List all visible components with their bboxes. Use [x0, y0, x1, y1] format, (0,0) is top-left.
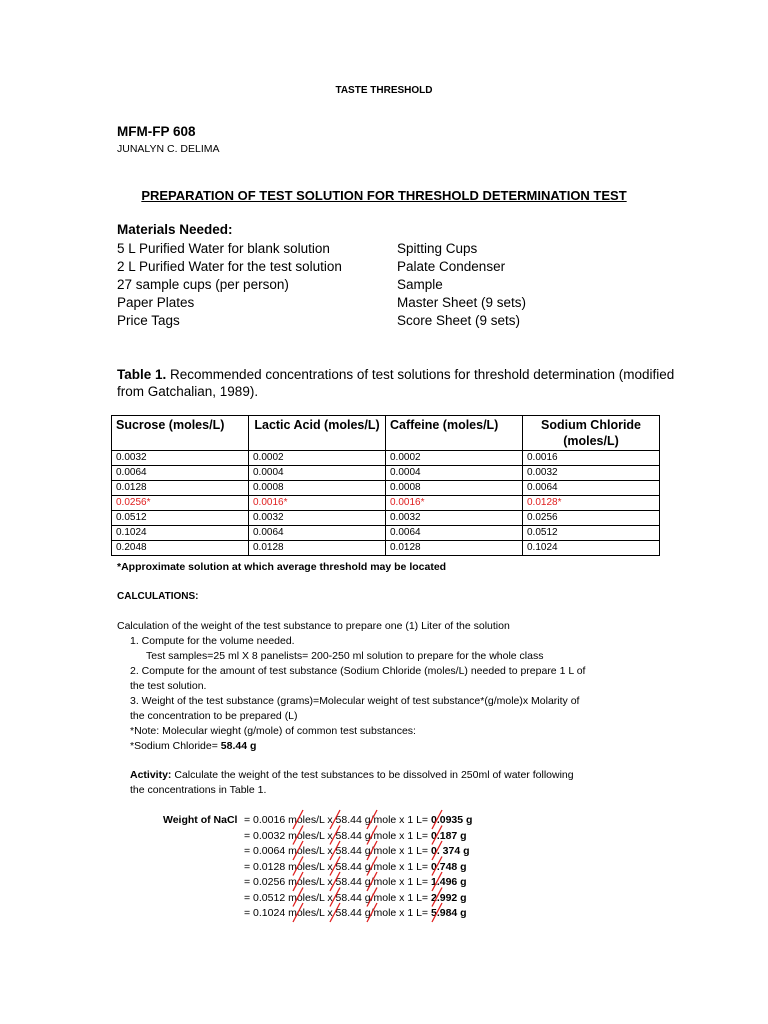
- table-cell: 0.0128: [112, 481, 249, 496]
- table-cell: 0.0128*: [523, 496, 660, 511]
- moles-strike-mark: [293, 903, 303, 922]
- table-cell: 0.0256*: [112, 496, 249, 511]
- activity-line-cont: the concentrations in Table 1.: [130, 784, 267, 796]
- nacl-label: *Sodium Chloride=: [130, 740, 221, 752]
- liter-strike-mark: [432, 872, 442, 891]
- table-cell: 0.0032: [112, 451, 249, 466]
- liter-strike-mark: [432, 903, 442, 922]
- material-item: 27 sample cups (per person): [117, 277, 289, 292]
- mole-strike-mark: [367, 872, 377, 891]
- table-cell: 0.0032: [386, 511, 523, 526]
- liter-strike-mark: [432, 841, 442, 860]
- step-3: 3. Weight of the test substance (grams)=Molecular weight of test substance*(g/mole)x Molarity of: [130, 695, 580, 707]
- moles-strike-mark: [293, 872, 303, 891]
- table-cell: 0.0008: [386, 481, 523, 496]
- liter-strike-mark: [330, 888, 340, 907]
- liter-strike-mark: [432, 810, 442, 829]
- step-3-cont: the concentration to be prepared (L): [130, 710, 298, 722]
- step-2-cont: the test solution.: [130, 680, 207, 692]
- table-cell: 0.0016*: [249, 496, 386, 511]
- liter-strike-mark: [330, 857, 340, 876]
- course-code: MFM-FP 608: [117, 124, 196, 139]
- equation-text: = 0.1024 moles/L x 58.44 g/mole x 1 L=: [244, 907, 431, 919]
- table-caption-label: Table 1.: [117, 367, 167, 382]
- table-cell: 0.0004: [249, 466, 386, 481]
- column-header-sodium-chloride: Sodium Chloride (moles/L): [523, 416, 660, 451]
- equation-text: = 0.0128 moles/L x 58.44 g/mole x 1 L=: [244, 860, 431, 873]
- moles-strike-mark: [293, 888, 303, 907]
- table-cell: 0.0032: [523, 466, 660, 481]
- mole-strike-mark: [367, 810, 377, 829]
- mole-strike-mark: [367, 857, 377, 876]
- material-item: Sample: [397, 277, 443, 292]
- mole-strike-mark: [367, 888, 377, 907]
- liter-strike-mark: [432, 857, 442, 876]
- column-header-sucrose: Sucrose (moles/L): [112, 416, 249, 451]
- table-cell: 0.0128: [386, 541, 523, 556]
- table-footnote: *Approximate solution at which average threshold may be located: [117, 561, 447, 573]
- moles-strike-mark: [293, 857, 303, 876]
- liter-strike-mark: [330, 903, 340, 922]
- moles-strike-mark: [293, 826, 303, 845]
- table-cell: 0.0064: [386, 526, 523, 541]
- table-cell: 0.0256: [523, 511, 660, 526]
- section-heading: PREPARATION OF TEST SOLUTION FOR THRESHOLD DETERMINATION TEST: [141, 188, 627, 203]
- equation-result: 0.748 g: [430, 860, 467, 873]
- table-cell: 0.1024: [523, 541, 660, 556]
- table-cell: 0.0008: [249, 481, 386, 496]
- liter-strike-mark: [330, 826, 340, 845]
- author-name: JUNALYN C. DELIMA: [117, 143, 220, 155]
- table-cell: 0.0064: [112, 466, 249, 481]
- material-item: Price Tags: [117, 313, 180, 328]
- material-item: Spitting Cups: [397, 241, 478, 256]
- materials-title: Materials Needed:: [117, 222, 233, 237]
- liter-strike-mark: [330, 872, 340, 891]
- table-cell: 0.0002: [249, 451, 386, 466]
- activity-label: Activity:: [130, 769, 172, 781]
- column-header-lactic-acid: Lactic Acid (moles/L): [249, 416, 386, 451]
- material-item: Master Sheet (9 sets): [397, 295, 527, 310]
- material-item: Score Sheet (9 sets): [397, 313, 521, 328]
- equation-result: 0. 374 g: [430, 845, 470, 857]
- equation-text: = 0.0016 moles/L x 58.44 g/mole x 1 L=: [244, 814, 431, 826]
- weight-label: Weight of NaCl: [163, 814, 238, 826]
- step-2: 2. Compute for the amount of test substance (Sodium Chloride (moles/L) needed to prepare 1 L of: [130, 665, 586, 677]
- molecular-weight-note: *Note: Molecular wieght (g/mole) of common test substances:: [130, 725, 416, 737]
- material-item: Paper Plates: [117, 295, 195, 310]
- table-cell: 0.2048: [112, 541, 249, 556]
- table-cell: 0.0032: [249, 511, 386, 526]
- step-1: 1. Compute for the volume needed.: [130, 635, 295, 647]
- equation-text: = 0.0256 moles/L x 58.44 g/mole x 1 L=: [244, 876, 431, 888]
- material-item: 5 L Purified Water for blank solution: [117, 241, 330, 256]
- mole-strike-mark: [367, 841, 377, 860]
- table-cell: 0.0002: [386, 451, 523, 466]
- equation-result: 2.992 g: [430, 891, 467, 904]
- calculations-intro: Calculation of the weight of the test substance to prepare one (1) Liter of the solution: [117, 620, 510, 632]
- column-header-caffeine: Caffeine (moles/L): [386, 416, 523, 451]
- equation-result: 0.0935 g: [430, 814, 473, 826]
- activity-text: Calculate the weight of the test substances to be dissolved in 250ml of water following: [171, 769, 574, 781]
- equation-text: = 0.0032 moles/L x 58.44 g/mole x 1 L=: [244, 829, 431, 842]
- equation-text: = 0.0064 moles/L x 58.44 g/mole x 1 L=: [244, 845, 431, 857]
- table-cell: 0.0128: [249, 541, 386, 556]
- nacl-value: 58.44 g: [220, 740, 257, 752]
- table-cell: 0.0004: [386, 466, 523, 481]
- equation-text: = 0.0512 moles/L x 58.44 g/mole x 1 L=: [244, 891, 431, 904]
- mole-strike-mark: [367, 826, 377, 845]
- equation-result: 1.496 g: [430, 876, 467, 888]
- liter-strike-mark: [432, 888, 442, 907]
- moles-strike-mark: [293, 841, 303, 860]
- moles-strike-mark: [293, 810, 303, 829]
- liter-strike-mark: [432, 826, 442, 845]
- document-title: TASTE THRESHOLD: [335, 85, 433, 96]
- step-1-detail: Test samples=25 ml X 8 panelists= 200-250 ml solution to prepare for the whole class: [146, 650, 544, 662]
- mole-strike-mark: [367, 903, 377, 922]
- liter-strike-mark: [330, 841, 340, 860]
- liter-strike-mark: [330, 810, 340, 829]
- equation-result: 5.984 g: [430, 907, 467, 919]
- table-cell: 0.0512: [523, 526, 660, 541]
- table-cell: 0.0016: [523, 451, 660, 466]
- material-item: 2 L Purified Water for the test solution: [117, 259, 342, 274]
- equation-result: 0.187 g: [430, 829, 467, 842]
- table-cell: 0.0064: [523, 481, 660, 496]
- table-cell: 0.1024: [112, 526, 249, 541]
- material-item: Palate Condenser: [397, 259, 506, 274]
- table-caption-text: Recommended concentrations of test solutions for threshold determination (modified from Gatchalian, 1989).: [117, 367, 675, 399]
- table-cell: 0.0512: [112, 511, 249, 526]
- calculations-title: CALCULATIONS:: [117, 591, 199, 602]
- table-cell: 0.0016*: [386, 496, 523, 511]
- table-cell: 0.0064: [249, 526, 386, 541]
